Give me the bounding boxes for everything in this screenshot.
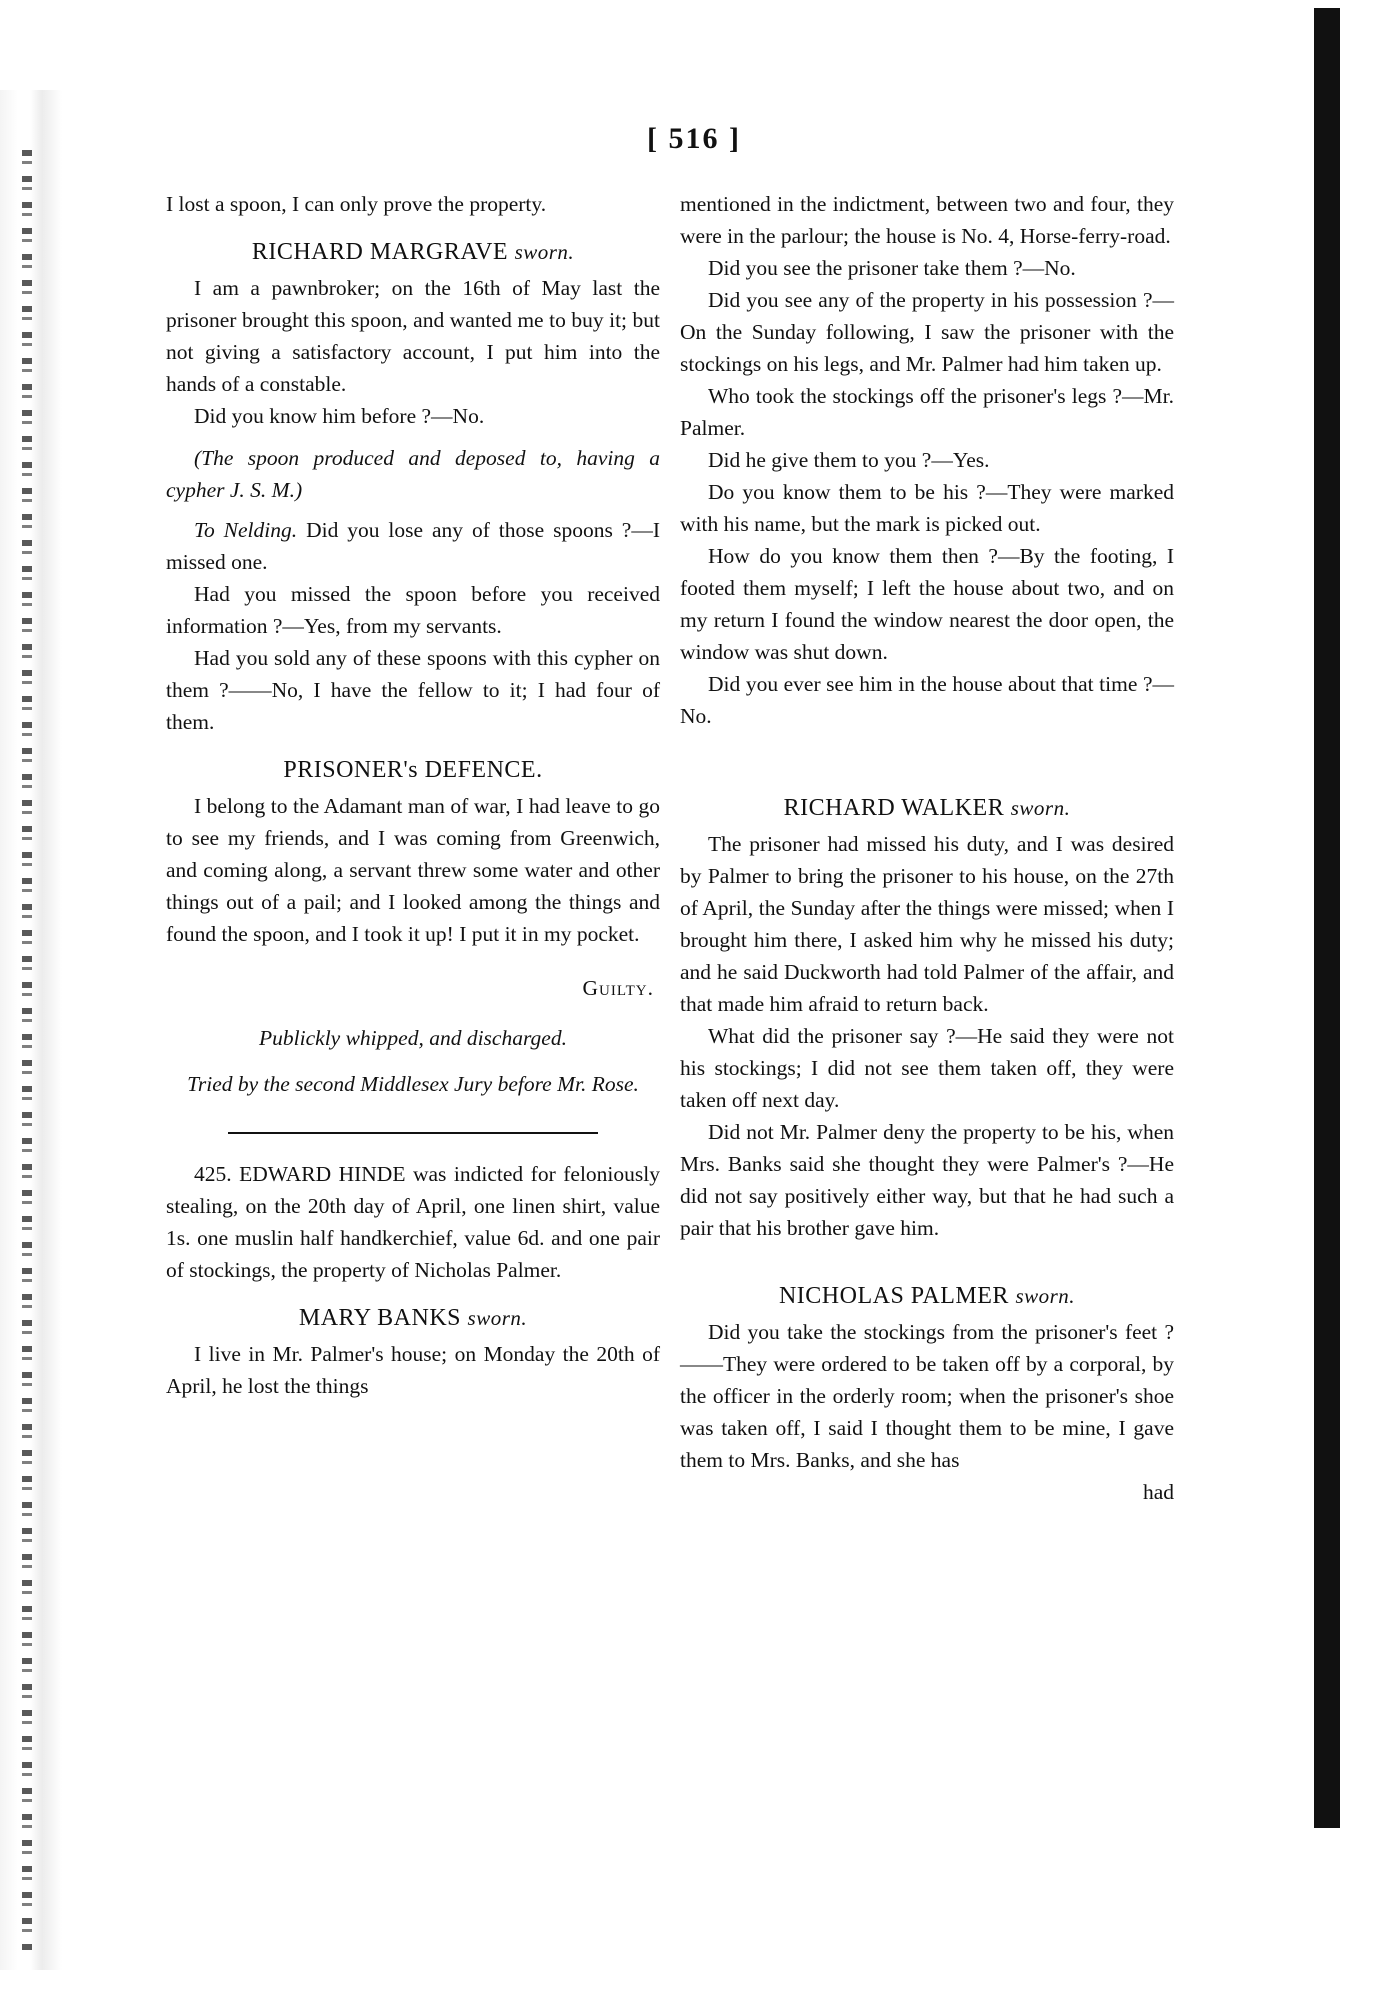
witness-name: RICHARD MARGRAVE xyxy=(251,239,509,265)
paragraph: Did he give them to you ?—Yes. xyxy=(708,448,990,472)
witness-name: NICHOLAS PALMER xyxy=(778,1283,1009,1309)
paragraph-text: Did you lose any of those spoons ?—I missed one. xyxy=(166,518,660,574)
paragraph: Did you ever see him in the house about that time ?—No. xyxy=(680,672,1174,728)
witness-heading xyxy=(166,1302,660,1334)
catchword: had xyxy=(1142,1480,1174,1504)
paragraph: I lost a spoon, I can only prove the property. xyxy=(166,192,547,216)
scan-right-dark-edge xyxy=(1314,8,1340,1828)
paragraph: Do you know them to be his ?—They were marked with his name, but the mark is picked out. xyxy=(680,480,1174,536)
witness-heading xyxy=(680,792,1174,824)
sentence: Publickly whipped, and discharged. xyxy=(259,1026,567,1050)
paragraph: I live in Mr. Palmer's house; on Monday the 20th of April, he lost the things xyxy=(166,1342,660,1398)
witness-name: MARY BANKS xyxy=(298,1305,462,1331)
paragraph: Did not Mr. Palmer deny the property to be his, when Mrs. Banks said she thought they were Palmer's ?—He did not say positively either way, but that he had such a pair that his brother gave him. xyxy=(680,1120,1174,1240)
paragraph xyxy=(166,514,660,578)
verdict: Guilty. xyxy=(582,976,654,1000)
paragraph: Had you sold any of these spoons with this cypher on them ?——No, I have the fellow to it; I had four of them. xyxy=(166,646,660,734)
indictment-paragraph: 425. EDWARD HINDE was indicted for feloniously stealing, on the 20th day of April, one linen shirt, value 1s. one muslin half handkerchief, value 6d. and one pair of stockings, the property of Nicholas Palmer. xyxy=(166,1162,660,1282)
spacer xyxy=(680,1244,1174,1264)
evidence-note: (The spoon produced and deposed to, having a cypher J. S. M.) xyxy=(166,446,660,502)
spacer xyxy=(680,732,1174,776)
defence-heading: PRISONER's DEFENCE. xyxy=(283,757,543,783)
witness-heading xyxy=(166,236,660,268)
paragraph: I belong to the Adamant man of war, I had leave to go to see my friends, and I was coming from Greenwich, and coming along, a servant threw some water and other things out of a pail; and I looked among the things and found the spoon, and I took it up! I put it in my pocket. xyxy=(166,794,660,946)
paragraph: Did you see any of the property in his possession ?—On the Sunday following, I saw the prisoner with the stockings on his legs, and Mr. Palmer had him taken up. xyxy=(680,288,1174,376)
page-number: [ 516 ] xyxy=(647,122,741,155)
paragraph: mentioned in the indictment, between two and four, they were in the parlour; the house is No. 4, Horse-ferry-road. xyxy=(680,192,1174,248)
sworn-label: sworn. xyxy=(514,240,575,264)
sworn-label: sworn. xyxy=(467,1306,528,1330)
paragraph: How do you know them then ?—By the footing, I footed them myself; I left the house about two, and on my return I found the window nearest the door open, the window was shut down. xyxy=(680,544,1174,664)
paragraph: Did you know him before ?—No. xyxy=(194,404,485,428)
paragraph: Who took the stockings off the prisoner's legs ?—Mr. Palmer. xyxy=(680,384,1174,440)
witness-heading xyxy=(680,1280,1174,1312)
paragraph: I am a pawnbroker; on the 16th of May last the prisoner brought this spoon, and wanted me to buy it; but not giving a satisfactory account, I put him into the hands of a constable. xyxy=(166,276,660,396)
paragraph: Had you missed the spoon before you received information ?—Yes, from my servants. xyxy=(166,582,660,638)
binding-edge-marks xyxy=(22,150,32,1950)
section-divider xyxy=(228,1132,598,1134)
left-column xyxy=(166,188,660,1402)
paragraph: The prisoner had missed his duty, and I was desired by Palmer to bring the prisoner to his house, on the 27th of April, the Sunday after the things were missed; when I brought him there, I asked him why he missed his duty; and he said Duckworth had told Palmer of the affair, and that made him afraid to return back. xyxy=(680,832,1174,1016)
trial-note: Tried by the second Middlesex Jury before Mr. Rose. xyxy=(187,1072,639,1096)
sworn-label: sworn. xyxy=(1015,1284,1076,1308)
addressee: To Nelding. xyxy=(194,518,298,542)
paragraph: Did you see the prisoner take them ?—No. xyxy=(708,256,1076,280)
paragraph: What did the prisoner say ?—He said they were not his stockings; I did not see them taken off, they were taken off next day. xyxy=(680,1024,1174,1112)
right-column xyxy=(680,188,1174,1508)
sworn-label: sworn. xyxy=(1010,796,1071,820)
paragraph: Did you take the stockings from the prisoner's feet ?——They were ordered to be taken off by a corporal, by the officer in the orderly room; when the prisoner's shoe was taken off, I said I thought them to be mine, I gave them to Mrs. Banks, and she has xyxy=(680,1320,1174,1472)
witness-name: RICHARD WALKER xyxy=(783,795,1005,821)
